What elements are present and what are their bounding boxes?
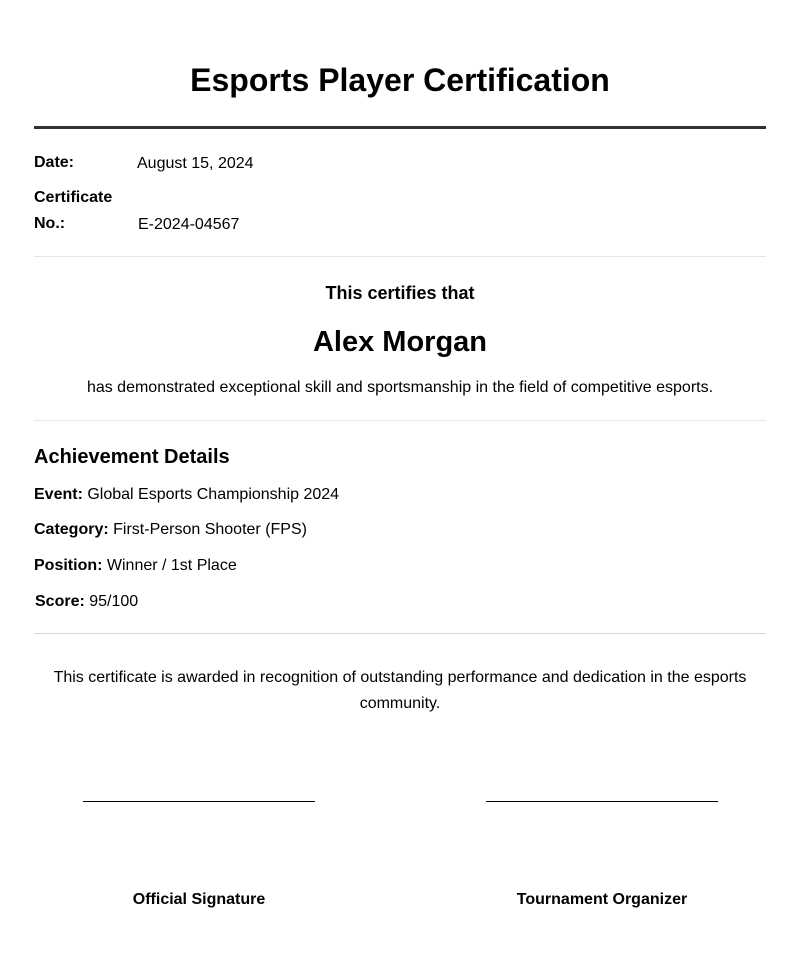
detail-value: 95/100 (89, 593, 139, 610)
detail-label: Score: (35, 593, 85, 610)
signature-block-official (49, 780, 349, 920)
signature-line (83, 801, 315, 802)
date-value: August 15, 2024 (137, 155, 254, 172)
certificate-title: Esports Player Certification (190, 62, 610, 98)
certificate-number-label-line2: No.: (34, 215, 66, 232)
detail-row-category (34, 520, 307, 540)
closing-line-1: This certificate is awarded in recognition of outstanding performance and dedication in the esports (53, 669, 747, 686)
detail-row-event (34, 485, 339, 505)
signature-label: Official Signature (132, 891, 266, 908)
closing-statement (34, 665, 766, 717)
detail-row-position (34, 556, 237, 576)
achievement-statement: has demonstrated exceptional skill and sportsmanship in the field of competitive esports. (86, 379, 714, 396)
date-label: Date: (34, 154, 75, 171)
signature-label: Tournament Organizer (516, 891, 688, 908)
detail-value: Winner / 1st Place (106, 557, 237, 574)
closing-line-2: community. (359, 695, 441, 712)
recipient-name: Alex Morgan (312, 326, 488, 358)
detail-label: Position: (34, 557, 103, 574)
detail-value: First-Person Shooter (FPS) (113, 521, 307, 538)
certificate-number-label-line1: Certificate (34, 189, 113, 206)
detail-value: Global Esports Championship 2024 (87, 486, 340, 503)
meta-divider (34, 256, 766, 257)
detail-label: Event: (34, 486, 83, 503)
details-divider (34, 633, 766, 634)
detail-row-score (35, 592, 138, 612)
certificate-number-value: E-2024-04567 (138, 216, 240, 233)
achievement-details-heading: Achievement Details (34, 446, 230, 468)
signature-line (486, 801, 718, 802)
certifies-text: This certifies that (325, 283, 475, 303)
detail-label: Category: (34, 521, 109, 538)
certificate-number-label (34, 185, 124, 237)
title-divider (34, 126, 766, 129)
signature-block-organizer (452, 780, 752, 920)
recipient-divider (34, 420, 766, 421)
